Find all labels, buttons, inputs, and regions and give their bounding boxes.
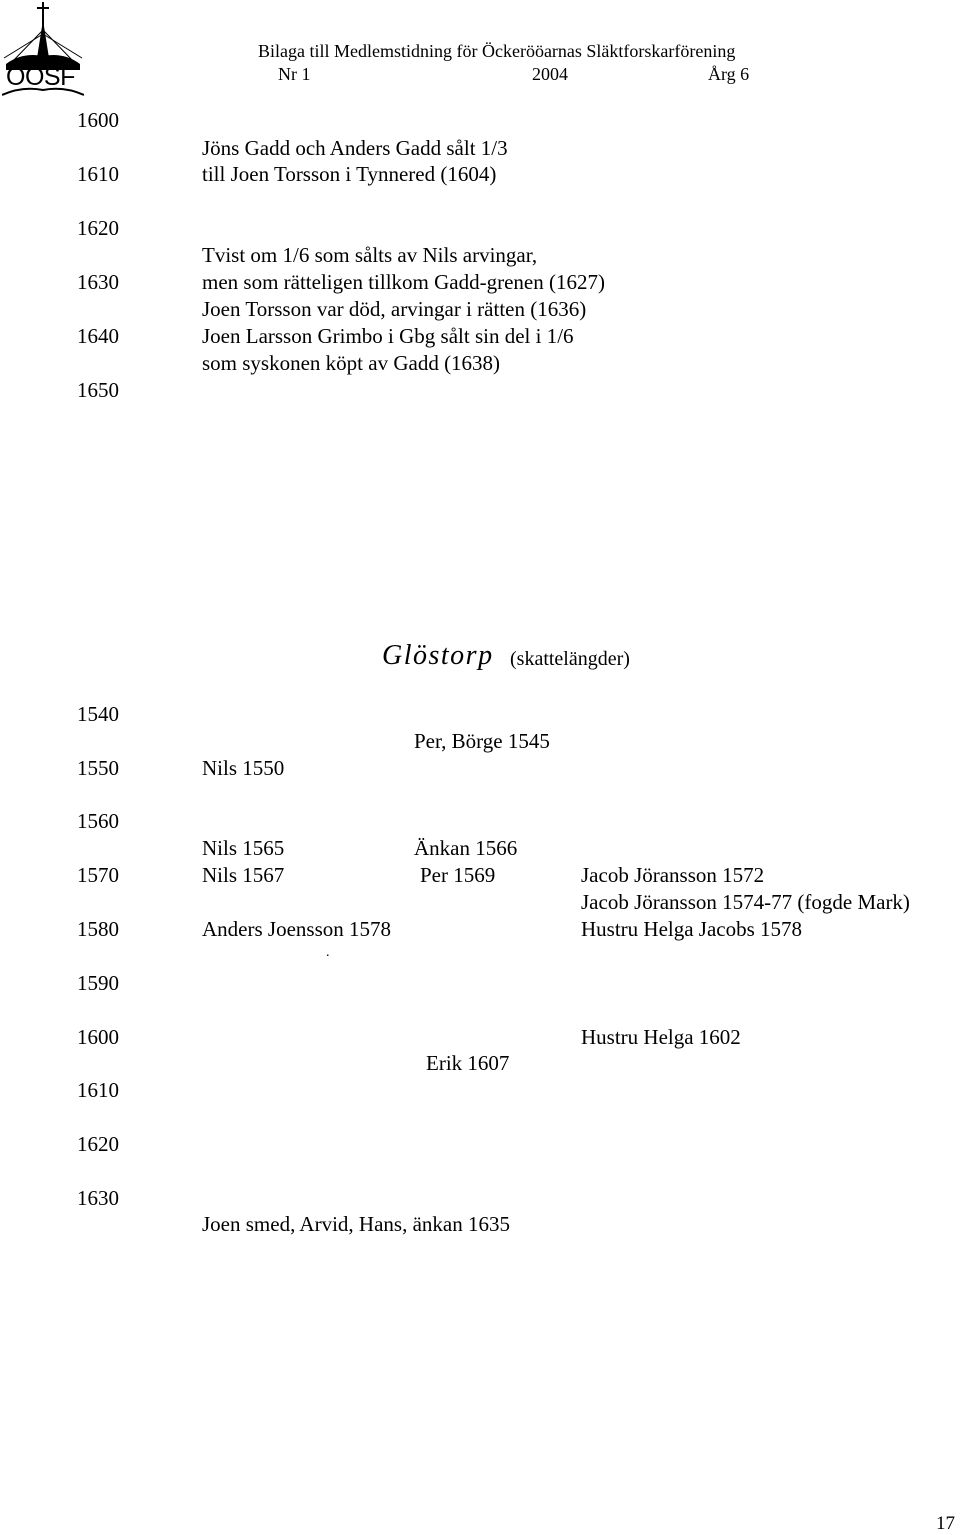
year-label: 1610 xyxy=(77,162,119,186)
record-entry: Per 1569 xyxy=(420,863,496,887)
record-entry: Erik 1607 xyxy=(426,1051,510,1075)
history-line: Joen Torsson var död, arvingar i rätten (1636) xyxy=(202,297,587,321)
year-label: 1550 xyxy=(77,756,119,780)
record-entry: Joen smed, Arvid, Hans, änkan 1635 xyxy=(202,1212,510,1236)
record-entry: Hustru Helga 1602 xyxy=(581,1025,741,1049)
year-label: 1600 xyxy=(77,1025,119,1049)
header-volume: Årg 6 xyxy=(708,64,750,84)
history-line: Jöns Gadd och Anders Gadd sålt 1/3 xyxy=(202,136,508,160)
record-entry: Hustru Helga Jacobs 1578 xyxy=(581,917,803,941)
header-year: 2004 xyxy=(532,64,568,84)
year-label: 1640 xyxy=(77,324,119,348)
year-label: 1650 xyxy=(77,378,119,402)
section-subtitle: (skattelängder) xyxy=(510,648,630,670)
year-label: 1620 xyxy=(77,216,119,240)
record-entry: Jacob Jöransson 1572 xyxy=(581,863,765,887)
record-entry: Jacob Jöransson 1574-77 (fogde Mark) xyxy=(581,890,910,914)
record-entry: Nils 1567 xyxy=(202,863,285,887)
history-line: Tvist om 1/6 som sålts av Nils arvingar, xyxy=(202,243,538,267)
year-label: 1600 xyxy=(77,108,119,132)
year-label: 1560 xyxy=(77,809,119,833)
page-number: 17 xyxy=(936,1513,955,1534)
section-title: Glöstorp xyxy=(382,640,494,671)
year-label: 1620 xyxy=(77,1132,119,1156)
record-entry: Anders Joensson 1578 xyxy=(202,917,391,941)
header-society: Bilaga till Medlemstidning för Öckerööarnas Släktforskarförening xyxy=(258,41,736,61)
history-line: Joen Larsson Grimbo i Gbg sålt sin del i 1/6 xyxy=(202,324,574,348)
year-label: 1570 xyxy=(77,863,119,887)
stray-dot: . xyxy=(326,945,330,960)
year-label: 1630 xyxy=(77,270,119,294)
record-entry: Nils 1550 xyxy=(202,756,285,780)
header-issue: Nr 1 xyxy=(278,64,311,84)
history-line: men som rätteligen tillkom Gadd-grenen (1627) xyxy=(202,270,605,294)
logo-text: ÖÖSF xyxy=(6,63,75,91)
year-label: 1630 xyxy=(77,1186,119,1210)
history-line: till Joen Torsson i Tynnered (1604) xyxy=(202,162,497,186)
history-line: som syskonen köpt av Gadd (1638) xyxy=(202,351,501,375)
record-entry: Änkan 1566 xyxy=(414,836,518,860)
society-logo xyxy=(2,0,84,100)
year-label: 1540 xyxy=(77,702,119,726)
record-entry: Nils 1565 xyxy=(202,836,285,860)
year-label: 1590 xyxy=(77,971,119,995)
record-entry: Per, Börge 1545 xyxy=(414,729,550,753)
year-label: 1610 xyxy=(77,1078,119,1102)
year-label: 1580 xyxy=(77,917,119,941)
